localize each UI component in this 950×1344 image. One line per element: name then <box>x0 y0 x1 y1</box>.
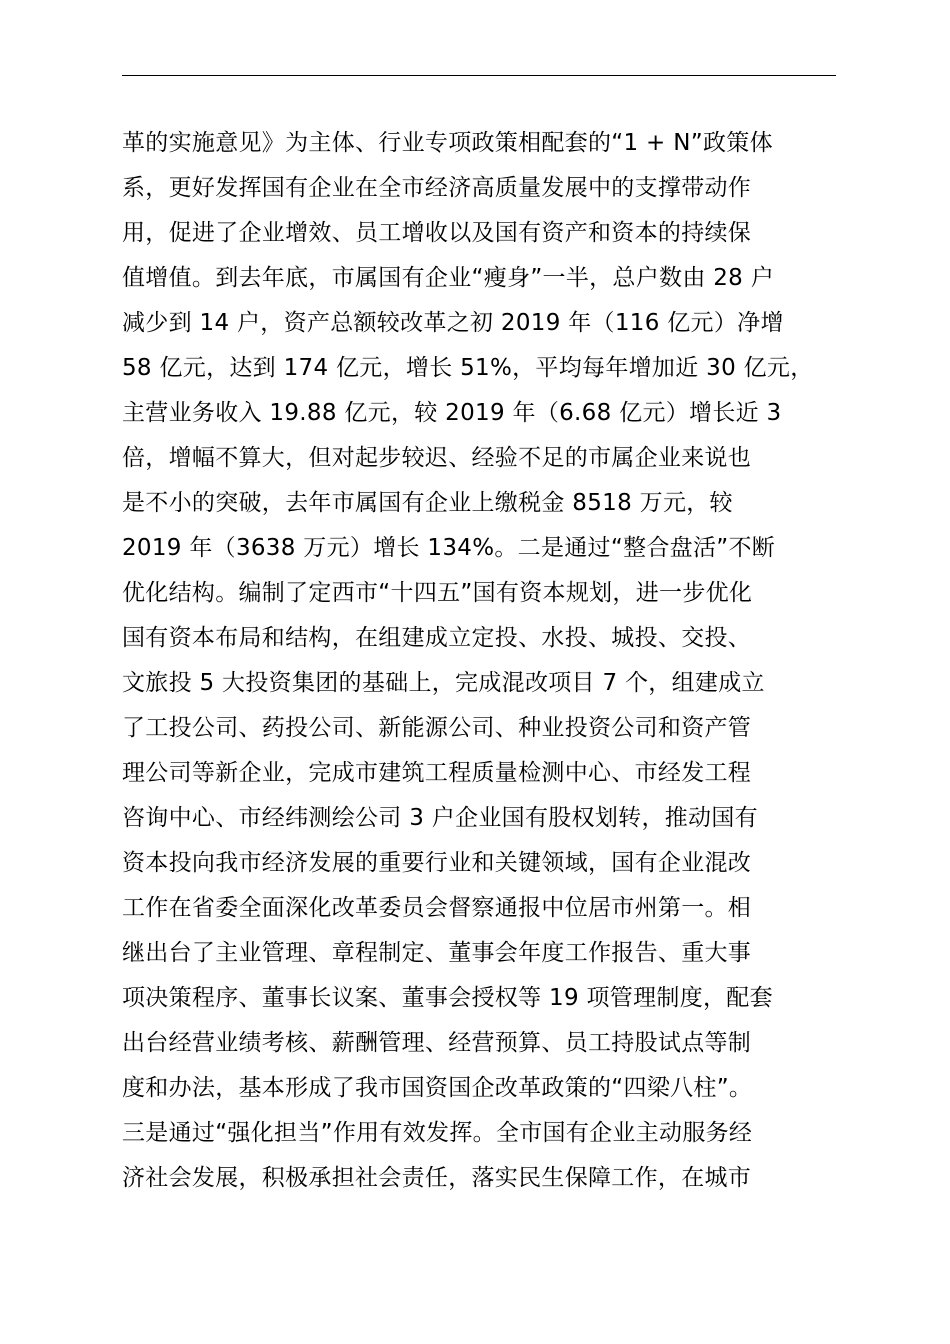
text-line: 出台经营业绩考核、薪酬管理、经营预算、员工持股试点等制 <box>122 1030 752 1056</box>
text-line: 革的实施意见》为主体、行业专项政策相配套的“1 + N”政策体 <box>122 130 773 156</box>
text-line: 值增值。到去年底，市属国有企业“瘦身”一半，总户数由 28 户 <box>122 265 775 291</box>
text-line: 减少到 14 户，资产总额较改革之初 2019 年（116 亿元）净增 <box>122 310 784 336</box>
text-line: 度和办法，基本形成了我市国资国企改革政策的“四梁八柱”。 <box>122 1075 753 1101</box>
body-text <box>122 121 852 1201</box>
text-line: 2019 年（3638 万元）增长 134%。二是通过“整合盘活”不断 <box>122 535 776 561</box>
text-line: 三是通过“强化担当”作用有效发挥。全市国有企业主动服务经 <box>122 1120 753 1146</box>
text-line: 继出台了主业管理、章程制定、董事会年度工作报告、重大事 <box>122 940 752 966</box>
text-line: 项决策程序、董事长议案、董事会授权等 19 项管理制度，配套 <box>122 985 773 1011</box>
header-rule <box>122 75 836 76</box>
text-line: 是不小的突破，去年市属国有企业上缴税金 8518 万元，较 <box>122 490 733 516</box>
text-line: 资本投向我市经济发展的重要行业和关键领域，国有企业混改 <box>122 850 752 876</box>
text-line: 主营业务收入 19.88 亿元，较 2019 年（6.68 亿元）增长近 3 <box>122 400 782 426</box>
text-line: 了工投公司、药投公司、新能源公司、种业投资公司和资产管 <box>122 715 752 741</box>
text-line: 咨询中心、市经纬测绘公司 3 户企业国有股权划转，推动国有 <box>122 805 758 831</box>
text-line: 系，更好发挥国有企业在全市经济高质量发展中的支撑带动作 <box>122 175 752 201</box>
text-line: 工作在省委全面深化改革委员会督察通报中位居市州第一。相 <box>122 895 752 921</box>
text-line: 58 亿元，达到 174 亿元，增长 51%，平均每年增加近 30 亿元， <box>122 355 814 381</box>
text-line: 优化结构。编制了定西市“十四五”国有资本规划，进一步优化 <box>122 580 753 606</box>
text-line: 国有资本布局和结构，在组建成立定投、水投、城投、交投、 <box>122 625 752 651</box>
text-line: 理公司等新企业，完成市建筑工程质量检测中心、市经发工程 <box>122 760 752 786</box>
text-line: 文旅投 5 大投资集团的基础上，完成混改项目 7 个，组建成立 <box>122 670 765 696</box>
text-line: 用，促进了企业增效、员工增收以及国有资产和资本的持续保 <box>122 220 752 246</box>
text-line: 济社会发展，积极承担社会责任，落实民生保障工作，在城市 <box>122 1165 752 1191</box>
text-line: 倍，增幅不算大，但对起步较迟、经验不足的市属企业来说也 <box>122 445 752 471</box>
